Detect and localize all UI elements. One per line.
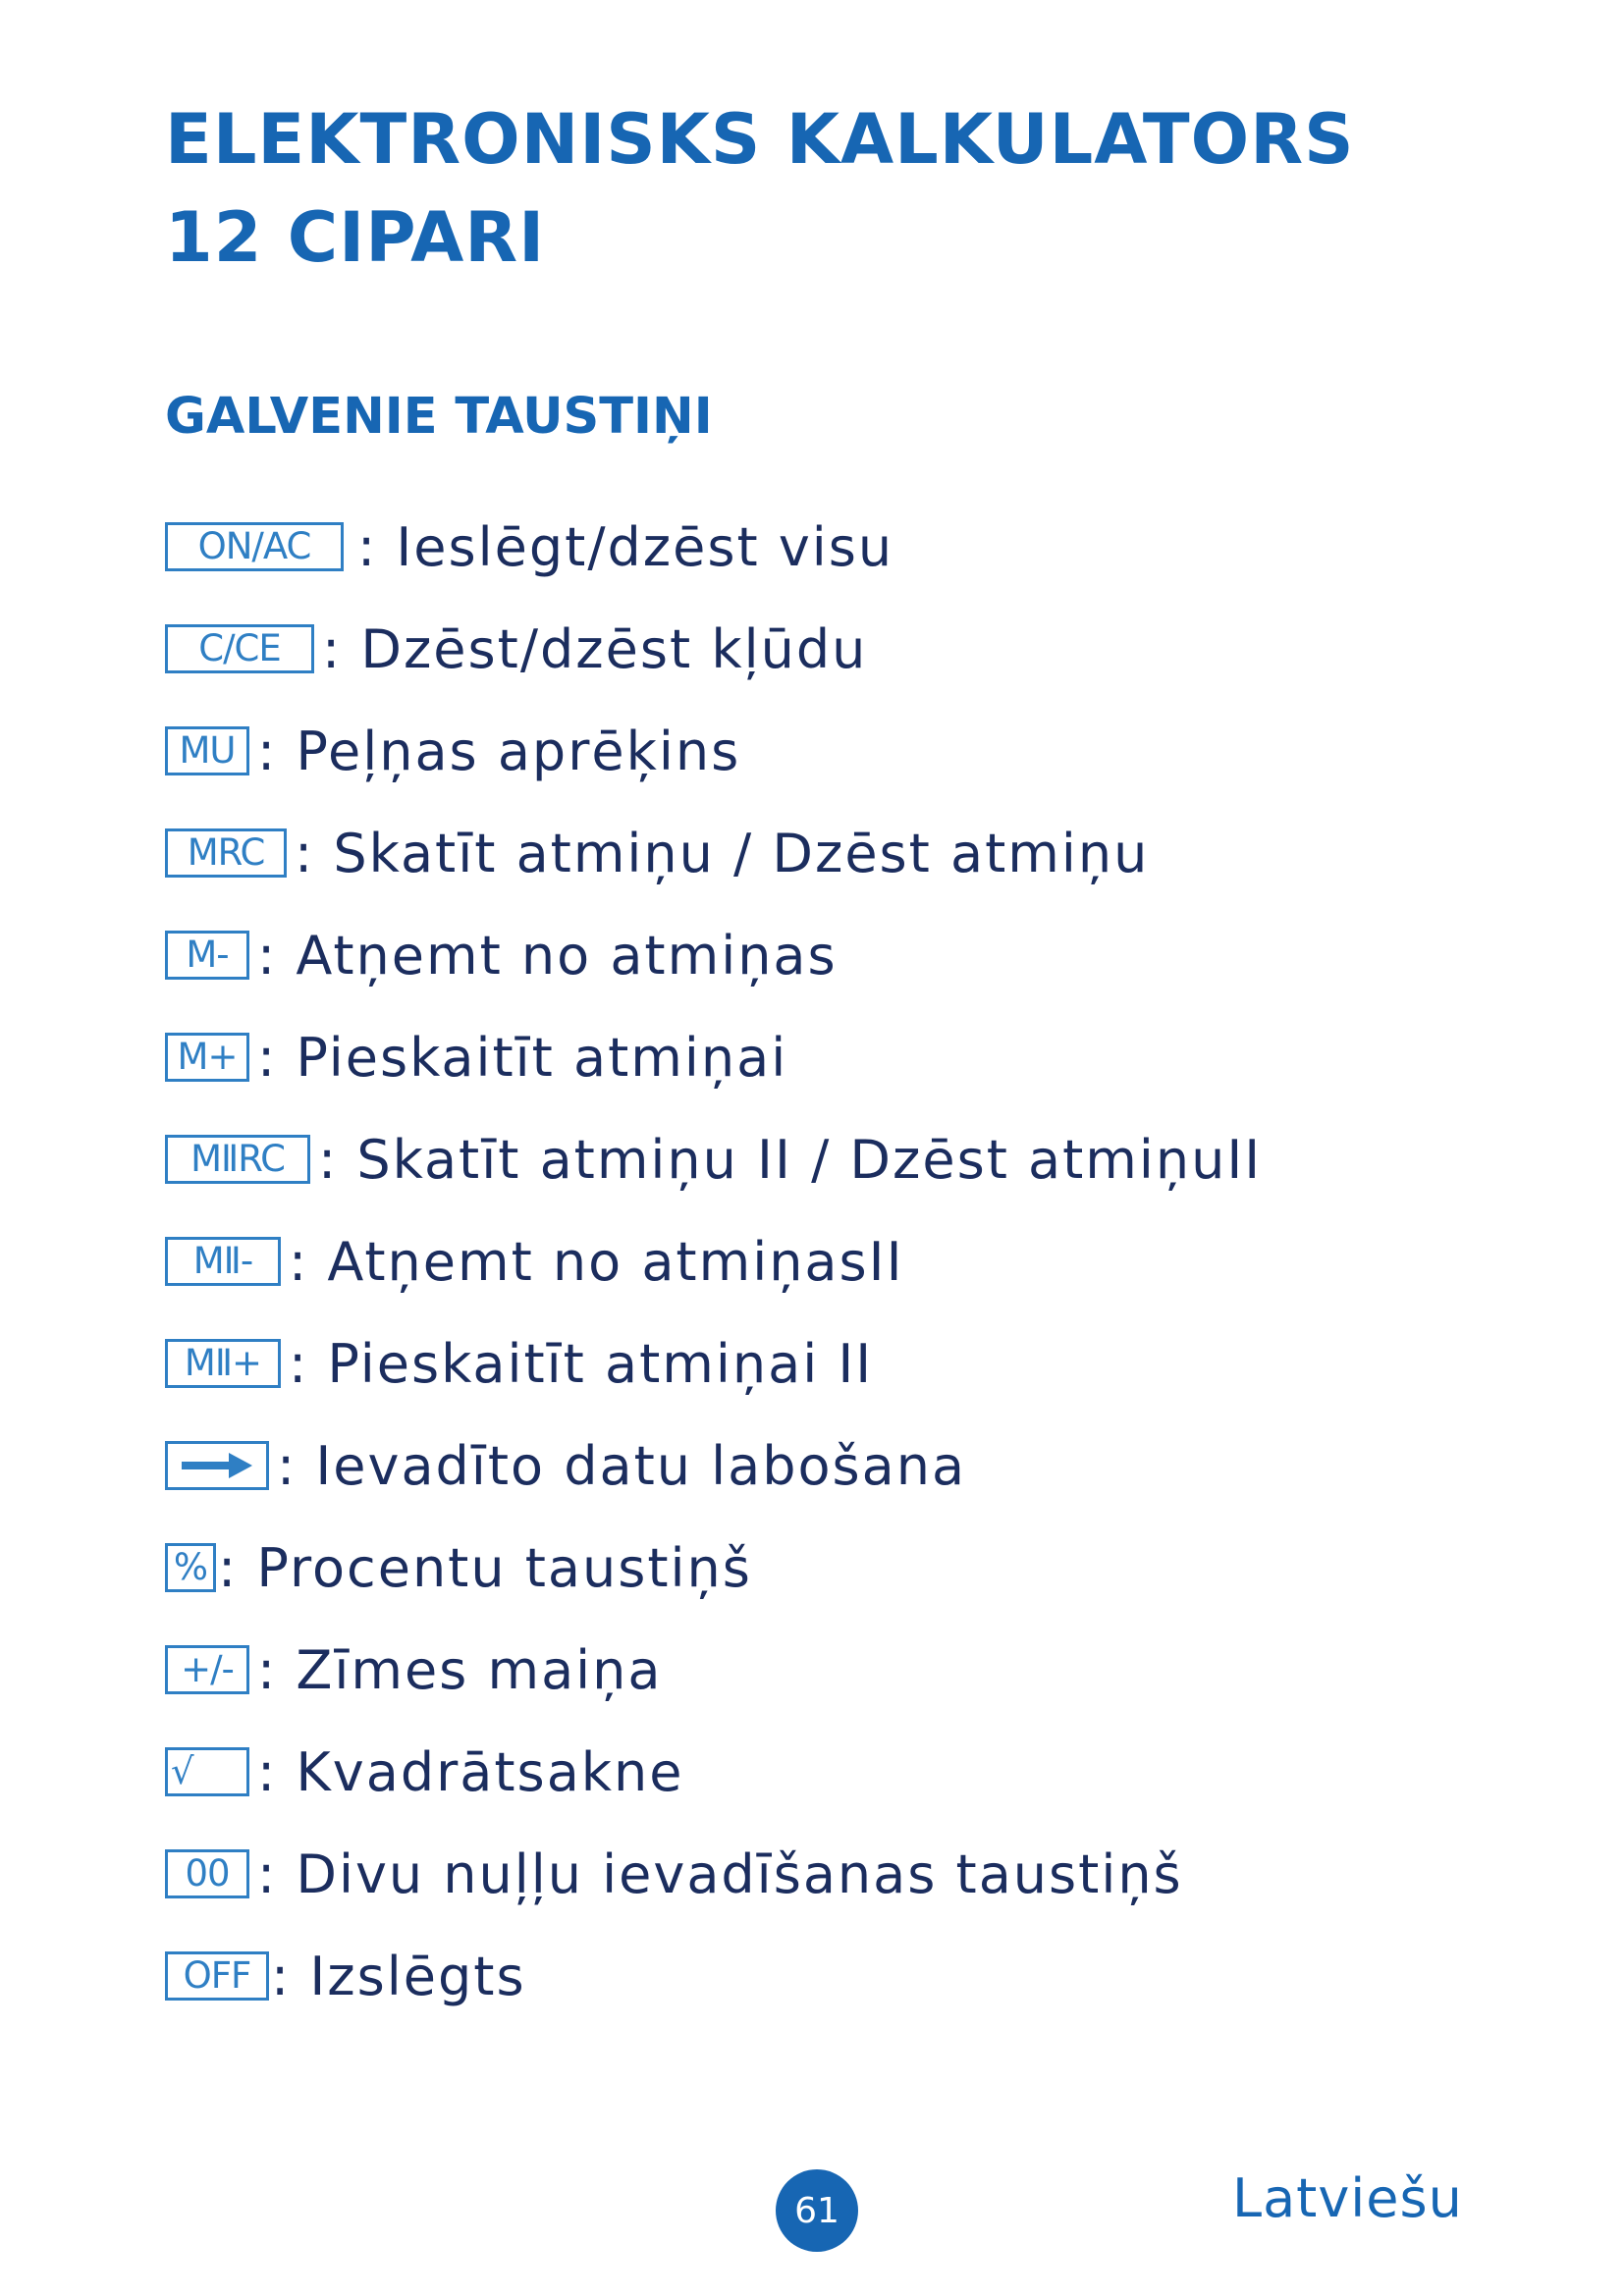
m-minus-key-icon: M- [165, 931, 249, 980]
key-description: : Divu nuļļu ievadīšanas taustiņš [257, 1842, 1183, 1905]
key-row-c-ce [165, 605, 1441, 693]
key-description: : Atņemt no atmiņasII [289, 1230, 904, 1293]
key-row-plus-minus [165, 1626, 1441, 1714]
key-description: : Skatīt atmiņu II / Dzēst atmiņuII [318, 1128, 1263, 1191]
key-description: : Skatīt atmiņu / Dzēst atmiņu [295, 822, 1150, 884]
key-description: : Izslēgts [271, 1945, 526, 2007]
double-zero-key-icon: 00 [165, 1849, 249, 1898]
title-line-2: 12 CIPARI [165, 197, 546, 278]
key-row-on-ac [165, 503, 1441, 591]
mrc-key-icon: MRC [165, 828, 287, 878]
key-row-mii-minus [165, 1217, 1441, 1306]
m-plus-key-icon: M+ [165, 1033, 249, 1082]
plus-minus-key-icon: +/- [165, 1645, 249, 1694]
key-description: : Atņemt no atmiņas [257, 924, 838, 987]
key-row-mrc [165, 809, 1441, 897]
key-description: : Pieskaitīt atmiņai [257, 1026, 788, 1089]
key-row-mii-plus [165, 1319, 1441, 1408]
arrow-right-key-icon [165, 1441, 269, 1490]
c-ce-key-icon: C/CE [165, 624, 314, 673]
title-line-1: ELEKTRONISKS KALKULATORS [165, 99, 1355, 180]
on-ac-key-icon: ON/AC [165, 522, 344, 571]
page-number-badge: 61 [776, 2169, 858, 2252]
key-row-mii-rc [165, 1115, 1441, 1203]
key-row-m-minus [165, 911, 1441, 999]
arrow-right-icon [178, 1451, 256, 1480]
key-row-double-zero [165, 1830, 1441, 1918]
percent-key-icon: % [165, 1543, 216, 1592]
key-row-mu [165, 707, 1441, 795]
key-row-percent [165, 1523, 1441, 1612]
key-description: : Dzēst/dzēst kļūdu [322, 617, 868, 680]
key-row-sqrt [165, 1728, 1441, 1816]
key-description: : Ieslēgt/dzēst visu [357, 515, 894, 578]
off-key-icon: OFF [165, 1951, 269, 2001]
square-root-key-icon: √ [165, 1747, 249, 1796]
document-title [165, 90, 1355, 287]
key-row-off [165, 1932, 1441, 2020]
key-description: : Kvadrātsakne [257, 1740, 684, 1803]
key-row-arrow [165, 1421, 1441, 1510]
key-description: : Zīmes maiņa [257, 1638, 663, 1701]
section-heading: GALVENIE TAUSTIŅI [165, 388, 713, 446]
key-description: : Peļņas aprēķins [257, 720, 741, 782]
mii-minus-key-icon: MⅡ- [165, 1237, 281, 1286]
language-label: Latviešu [1232, 2167, 1463, 2229]
mii-rc-key-icon: MⅡRC [165, 1135, 310, 1184]
key-description: : Ievadīto datu labošana [277, 1434, 967, 1497]
key-description: : Procentu taustiņš [218, 1536, 752, 1599]
key-description: : Pieskaitīt atmiņai II [289, 1332, 874, 1395]
mu-key-icon: MU [165, 726, 249, 775]
mii-plus-key-icon: MⅡ+ [165, 1339, 281, 1388]
key-row-m-plus [165, 1013, 1441, 1101]
